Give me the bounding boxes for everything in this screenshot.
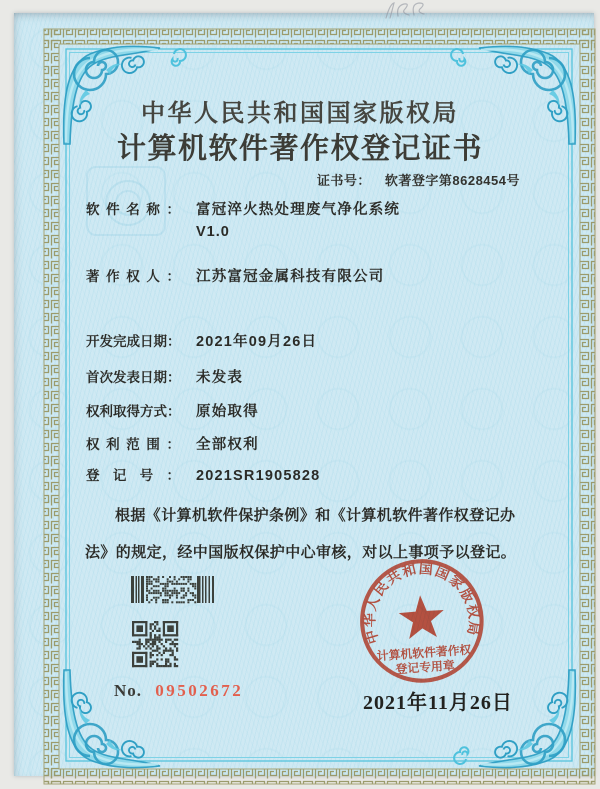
issue-date: 2021年11月26日 <box>363 692 513 714</box>
field-row <box>86 198 400 240</box>
seal-star-icon <box>398 594 446 640</box>
field-label: 著作权人： <box>86 269 180 284</box>
registration-statement: 根据《计算机软件保护条例》和《计算机软件著作权登记办法》的规定，经中国版权保护中心审核，对以上事项予以登记。 <box>85 507 517 561</box>
field-label: 软件名称： <box>86 202 180 217</box>
certificate-number-line <box>317 170 520 189</box>
field-value-line2: V1.0 <box>196 224 230 240</box>
field-label: 登记号： <box>86 468 180 483</box>
field-row <box>86 433 259 454</box>
serial-number: 09502672 <box>155 681 244 700</box>
field-label: 权利范围： <box>86 437 180 452</box>
field-row <box>86 400 259 421</box>
field-value: 全部权利 <box>196 437 259 453</box>
field-value: 富冠淬火热处理废气净化系统 <box>196 202 401 218</box>
certificate-number-label: 证书号： <box>316 173 371 188</box>
official-seal <box>352 553 492 693</box>
serial-number-line <box>114 681 243 701</box>
pencil-mark <box>376 0 432 24</box>
seal-inner-line1: 计算机软件著作权 <box>376 642 472 664</box>
barcode <box>131 574 215 605</box>
field-label: 权利取得方式： <box>86 404 181 419</box>
field-row <box>86 330 317 351</box>
field-row <box>86 265 384 286</box>
seal-ring-text: 中华人民共和国国家版权局 <box>363 562 481 646</box>
field-value: 原始取得 <box>196 404 259 420</box>
field-row <box>86 366 243 387</box>
border-bottom <box>44 769 595 784</box>
qr-code <box>132 621 179 668</box>
seal-inner-line2: 登记专用章 <box>395 658 456 677</box>
border-top <box>44 29 595 44</box>
field-value: 江苏富冠金属科技有限公司 <box>196 269 385 285</box>
serial-prefix: No. <box>114 681 143 700</box>
field-label: 开发完成日期： <box>86 334 181 349</box>
field-value: 2021年09月26日 <box>196 334 318 350</box>
field-label: 首次发表日期： <box>86 370 181 385</box>
field-row <box>86 464 320 485</box>
field-value: 2021SR1905828 <box>196 468 321 484</box>
field-value: 未发表 <box>196 370 244 386</box>
issuer-title: 中华人民共和国国家版权局 <box>141 101 459 127</box>
certificate-number-value: 软著登字第8628454号 <box>384 173 520 188</box>
certificate-title: 计算机软件著作权登记证书 <box>116 133 483 165</box>
